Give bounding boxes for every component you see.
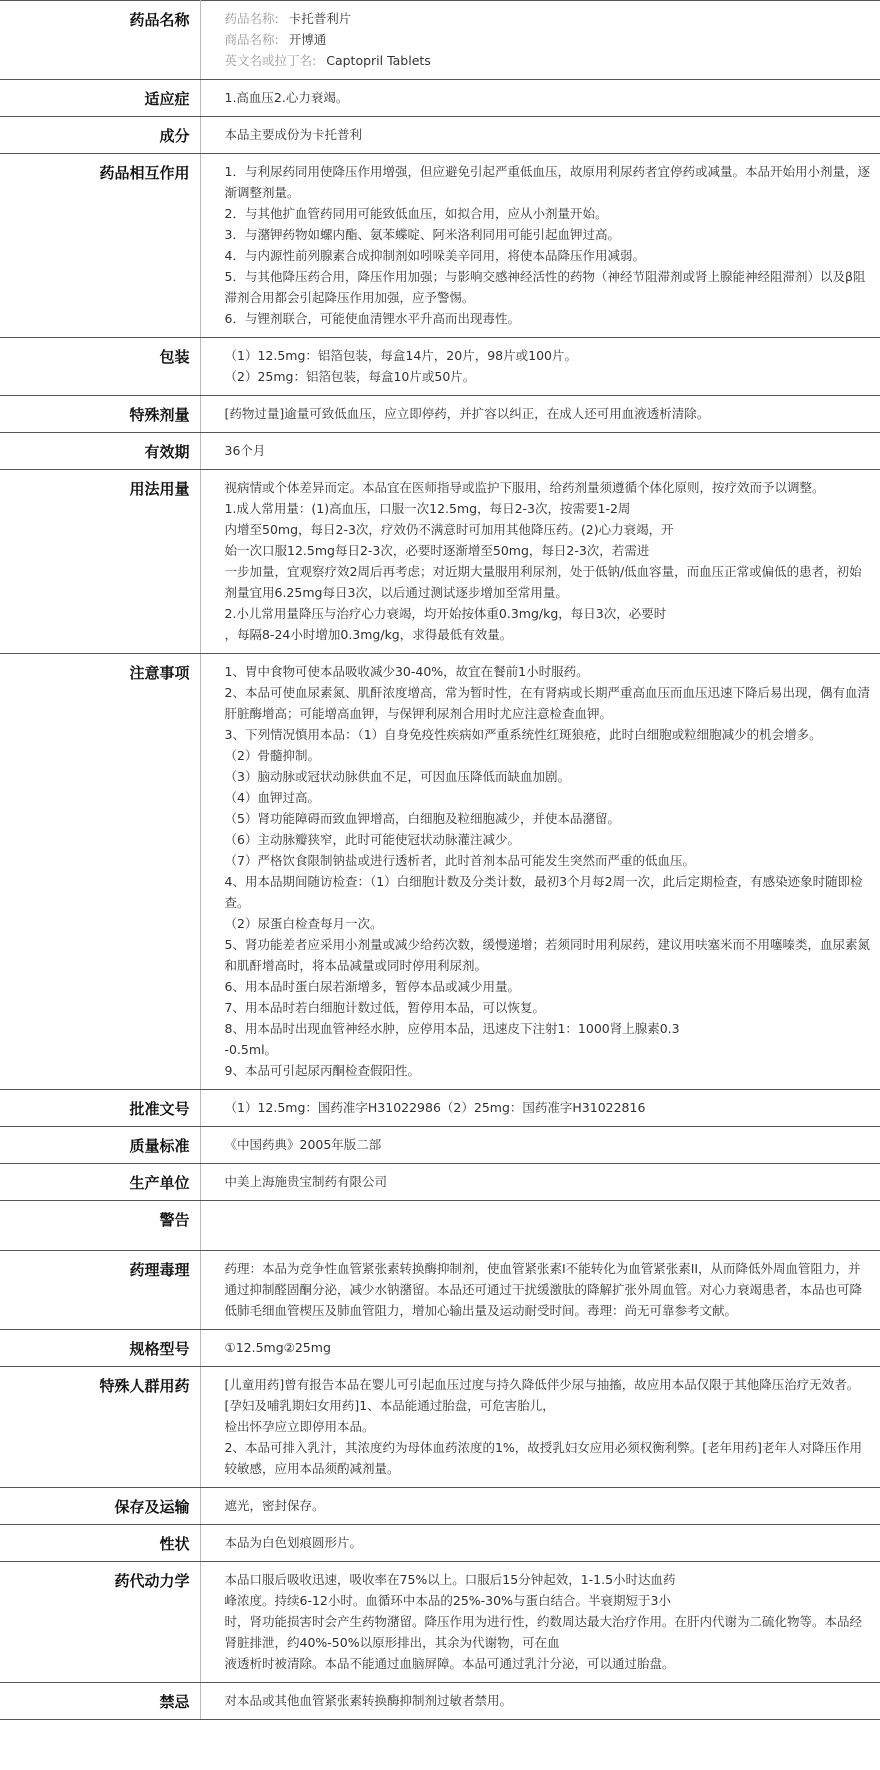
- name-line: [225, 8, 871, 29]
- info-row-indication: [0, 80, 880, 117]
- row-label: 批准文号: [0, 1090, 200, 1127]
- text-line: （2）尿蛋白检查每月一次。: [224, 916, 383, 931]
- row-label: 质量标准: [0, 1127, 200, 1164]
- row-label: 特殊人群用药: [0, 1367, 200, 1488]
- text-line: 一步加量，宜观察疗效2周后再考虑；对近期大量服用利尿剂，处于低钠/低血容量，而血压正常或偏低的患者，初始剂量宜用6.25mg每日3次，以后通过测试逐步增加至常用量。: [224, 564, 862, 600]
- info-row-storage-transport: [0, 1488, 880, 1525]
- text-line: 8、用本品时出现血管神经水肿，应停用本品，迅速皮下注射1：1000肾上腺素0.3: [224, 1021, 680, 1036]
- text-line: 6．与锂剂联合，可能使血清锂水平升高而出现毒性。: [224, 311, 520, 326]
- text-line: （1）12.5mg：国药准字H31022986（2）25mg：国药准字H31022816: [224, 1100, 646, 1115]
- text-line: 1.高血压2.心力衰竭。: [224, 90, 349, 105]
- text-line: 5．与其他降压药合用，降压作用加强；与影响交感神经活性的药物（神经节阻滞剂或肾上腺能神经阻滞剂）以及β阻滞剂合用都会引起降压作用加强，应予警惕。: [224, 269, 866, 305]
- row-value: [200, 1367, 880, 1488]
- text-line: 《中国药典》2005年版二部: [224, 1137, 382, 1152]
- row-value: [200, 1562, 880, 1683]
- text-line: 1．与利尿药同用使降压作用增强，但应避免引起严重低血压，故原用利尿药者宜停药或减量。本品开始用小剂量，逐渐调整剂量。: [224, 164, 870, 200]
- text-line: 遮光，密封保存。: [224, 1498, 325, 1513]
- name-key: 商品名称:: [224, 32, 279, 47]
- text-line: 3、下列情况慎用本品：（1）自身免疫性疾病如严重系统性红斑狼疮，此时白细胞或粒细胞减少的机会增多。: [224, 727, 822, 742]
- text-line: 2、本品可排入乳汁，其浓度约为母体血药浓度的1%，故授乳妇女应用必须权衡利弊。[老年用药]老年人对降压作用较敏感，应用本品须酌减剂量。: [224, 1440, 863, 1476]
- text-line: （2）骨髓抑制。: [224, 748, 320, 763]
- row-value: [200, 1683, 880, 1720]
- text-line: （7）严格饮食限制钠盐或进行透析者，此时首剂本品可能发生突然而严重的低血压。: [224, 853, 695, 868]
- row-label: 生产单位: [0, 1164, 200, 1201]
- row-label: 药品相互作用: [0, 154, 200, 338]
- info-row-warning: [0, 1201, 880, 1251]
- row-value: [200, 1164, 880, 1201]
- text-line: （6）主动脉瓣狭窄，此时可能使冠状动脉灌注减少。: [224, 832, 520, 847]
- text-line: 1.成人常用量：(1)高血压，口服一次12.5mg，每日2-3次，按需要1-2周: [224, 501, 631, 516]
- row-label: 规格型号: [0, 1330, 200, 1367]
- name-line: [225, 50, 871, 71]
- text-line: 2．与其他扩血管药同用可能致低血压，如拟合用，应从小剂量开始。: [224, 206, 608, 221]
- text-line: 峰浓度。持续6-12小时。血循环中本品的25%-30%与蛋白结合。半衰期短于3小: [224, 1593, 671, 1608]
- name-value: 卡托普利片: [288, 11, 352, 26]
- row-value: [200, 1, 880, 80]
- text-line: （3）脑动脉或冠状动脉供血不足，可因血压降低而缺血加剧。: [224, 769, 570, 784]
- text-line: 7、用本品时若白细胞计数过低，暂停用本品，可以恢复。: [224, 1000, 545, 1015]
- row-label: 药品名称: [0, 1, 200, 80]
- text-line: 6、用本品时蛋白尿若渐增多，暂停本品或减少用量。: [224, 979, 520, 994]
- text-line: 药理：本品为竞争性血管紧张素转换酶抑制剂，使血管紧张素I不能转化为血管紧张素II，从而降低外周血管阻力，并通过抑制醛固酮分泌，减少水钠潴留。本品还可通过干扰缓激肽的降解扩张外周血管。对心力衰竭患者，本品也可降低肺毛细血管楔压及肺血管阻力，增加心输出量及运动耐受时间。毒理：尚无可靠参考文献。: [224, 1261, 863, 1318]
- info-row-special-populations: [0, 1367, 880, 1488]
- text-line: 36个月: [224, 443, 266, 458]
- info-row-manufacturer: [0, 1164, 880, 1201]
- info-row-appearance: [0, 1525, 880, 1562]
- text-line: 5、肾功能差者应采用小剂量或减少给药次数，缓慢递增；若须同时用利尿药，建议用呋塞米而不用噻嗪类，血尿素氮和肌酐增高时，将本品减量或同时停用利尿剂。: [224, 937, 870, 973]
- row-value: [200, 1330, 880, 1367]
- text-line: 本品主要成份为卡托普利: [224, 127, 363, 142]
- text-line: 视病情或个体差异而定。本品宜在医师指导或监护下服用，给药剂量须遵循个体化原则，按疗效而予以调整。: [224, 480, 825, 495]
- text-line: 始一次口服12.5mg每日2-3次，必要时逐渐增至50mg，每日2-3次，若需进: [224, 543, 650, 558]
- info-row-shelf-life: [0, 433, 880, 470]
- text-line: 2、本品可使血尿素氮、肌酐浓度增高，常为暂时性，在有肾病或长期严重高血压而血压迅速下降后易出现，偶有血清肝脏酶增高；可能增高血钾，与保钾利尿剂合用时尤应注意检查血钾。: [224, 685, 870, 721]
- info-row-approval-number: [0, 1090, 880, 1127]
- info-row-precautions: [0, 654, 880, 1090]
- text-line: [儿童用药]曾有报告本品在婴儿可引起血压过度与持久降低伴少尿与抽搐，故应用本品仅限于其他降压治疗无效者。[孕妇及哺乳期妇女用药]1、本品能通过胎盘，可危害胎儿，: [224, 1377, 860, 1413]
- row-label: 成分: [0, 117, 200, 154]
- info-row-pharmacokinetics: [0, 1562, 880, 1683]
- text-line: 中美上海施贵宝制药有限公司: [224, 1174, 388, 1189]
- text-line: （4）血钾过高。: [224, 790, 320, 805]
- text-line: 本品为白色划痕圆形片。: [224, 1535, 363, 1550]
- text-line: 时，肾功能损害时会产生药物潴留。降压作用为进行性，约数周达最大治疗作用。在肝内代谢为二硫化物等。本品经肾脏排泄，约40%-50%以原形排出，其余为代谢物，可在血: [224, 1614, 863, 1650]
- text-line: 本品口服后吸收迅速，吸收率在75%以上。口服后15分钟起效，1-1.5小时达血药: [224, 1572, 676, 1587]
- text-line: 4．与内源性前列腺素合成抑制剂如吲哚美辛同用，将使本品降压作用减弱。: [224, 248, 645, 263]
- row-value: [200, 1251, 880, 1330]
- row-value: [200, 1090, 880, 1127]
- row-label: 保存及运输: [0, 1488, 200, 1525]
- name-key: 英文名或拉丁名:: [224, 53, 317, 68]
- info-row-interactions: [0, 154, 880, 338]
- row-value: [200, 433, 880, 470]
- row-label: 药代动力学: [0, 1562, 200, 1683]
- name-value: 开博通: [288, 32, 327, 47]
- info-row-pharmacology-toxicology: [0, 1251, 880, 1330]
- row-label: 性状: [0, 1525, 200, 1562]
- row-value: [200, 117, 880, 154]
- text-line: ，每隔8-24小时增加0.3mg/kg，求得最低有效量。: [224, 627, 513, 642]
- text-line: 9、本品可引起尿丙酮检查假阳性。: [224, 1063, 420, 1078]
- info-row-special-dosage: [0, 396, 880, 433]
- text-line: 1、胃中食物可使本品吸收减少30-40%，故宜在餐前1小时服药。: [224, 664, 589, 679]
- row-value: [200, 654, 880, 1090]
- row-label: 用法用量: [0, 470, 200, 654]
- info-row-dosage-usage: [0, 470, 880, 654]
- text-line: 4、用本品期间随访检查：（1）白细胞计数及分类计数，最初3个月每2周一次，此后定期检查，有感染迹象时随即检查。: [224, 874, 863, 910]
- row-label: 注意事项: [0, 654, 200, 1090]
- row-value: [200, 1201, 880, 1251]
- text-line: （5）肾功能障碍而致血钾增高，白细胞及粒细胞减少，并使本品潴留。: [224, 811, 620, 826]
- info-row-ingredients: [0, 117, 880, 154]
- row-value: [200, 338, 880, 396]
- text-line: 内增至50mg，每日2-3次，疗效仍不满意时可加用其他降压药。(2)心力衰竭，开: [224, 522, 674, 537]
- text-line: -0.5ml。: [224, 1042, 278, 1057]
- text-line: 对本品或其他血管紧张素转换酶抑制剂过敏者禁用。: [224, 1693, 513, 1708]
- name-value: Captopril Tablets: [326, 53, 431, 68]
- info-row-name: [0, 1, 880, 80]
- text-line: （1）12.5mg：铝箔包装，每盒14片，20片，98片或100片。: [224, 348, 577, 363]
- row-label: 特殊剂量: [0, 396, 200, 433]
- row-label: 禁忌: [0, 1683, 200, 1720]
- info-row-packaging: [0, 338, 880, 396]
- row-label: 药理毒理: [0, 1251, 200, 1330]
- name-key: 药品名称:: [224, 11, 279, 26]
- info-row-quality-standard: [0, 1127, 880, 1164]
- row-value: [200, 154, 880, 338]
- text-line: [药物过量]逾量可致低血压，应立即停药，并扩容以纠正，在成人还可用血液透析清除。: [224, 406, 710, 421]
- row-value: [200, 1525, 880, 1562]
- row-value: [200, 396, 880, 433]
- text-line: ①12.5mg②25mg: [224, 1340, 331, 1355]
- row-label: 警告: [0, 1201, 200, 1251]
- row-value: [200, 1127, 880, 1164]
- row-value: [200, 80, 880, 117]
- text-line: 3．与潴钾药物如螺内酯、氨苯蝶啶、阿米洛利同用可能引起血钾过高。: [224, 227, 620, 242]
- text-line: 检出怀孕应立即停用本品。: [224, 1419, 375, 1434]
- text-line: （2）25mg：铝箔包装，每盒10片或50片。: [224, 369, 476, 384]
- text-line: 液透析时被清除。本品不能通过血脑屏障。本品可通过乳汁分泌，可以通过胎盘。: [224, 1656, 675, 1671]
- row-label: 适应症: [0, 80, 200, 117]
- info-row-specification: [0, 1330, 880, 1367]
- info-row-contraindications: [0, 1683, 880, 1720]
- row-label: 包装: [0, 338, 200, 396]
- name-line: [225, 29, 871, 50]
- row-label: 有效期: [0, 433, 200, 470]
- text-line: 2.小儿常用量降压与治疗心力衰竭，均开始按体重0.3mg/kg，每日3次，必要时: [224, 606, 667, 621]
- row-value: [200, 1488, 880, 1525]
- row-value: [200, 470, 880, 654]
